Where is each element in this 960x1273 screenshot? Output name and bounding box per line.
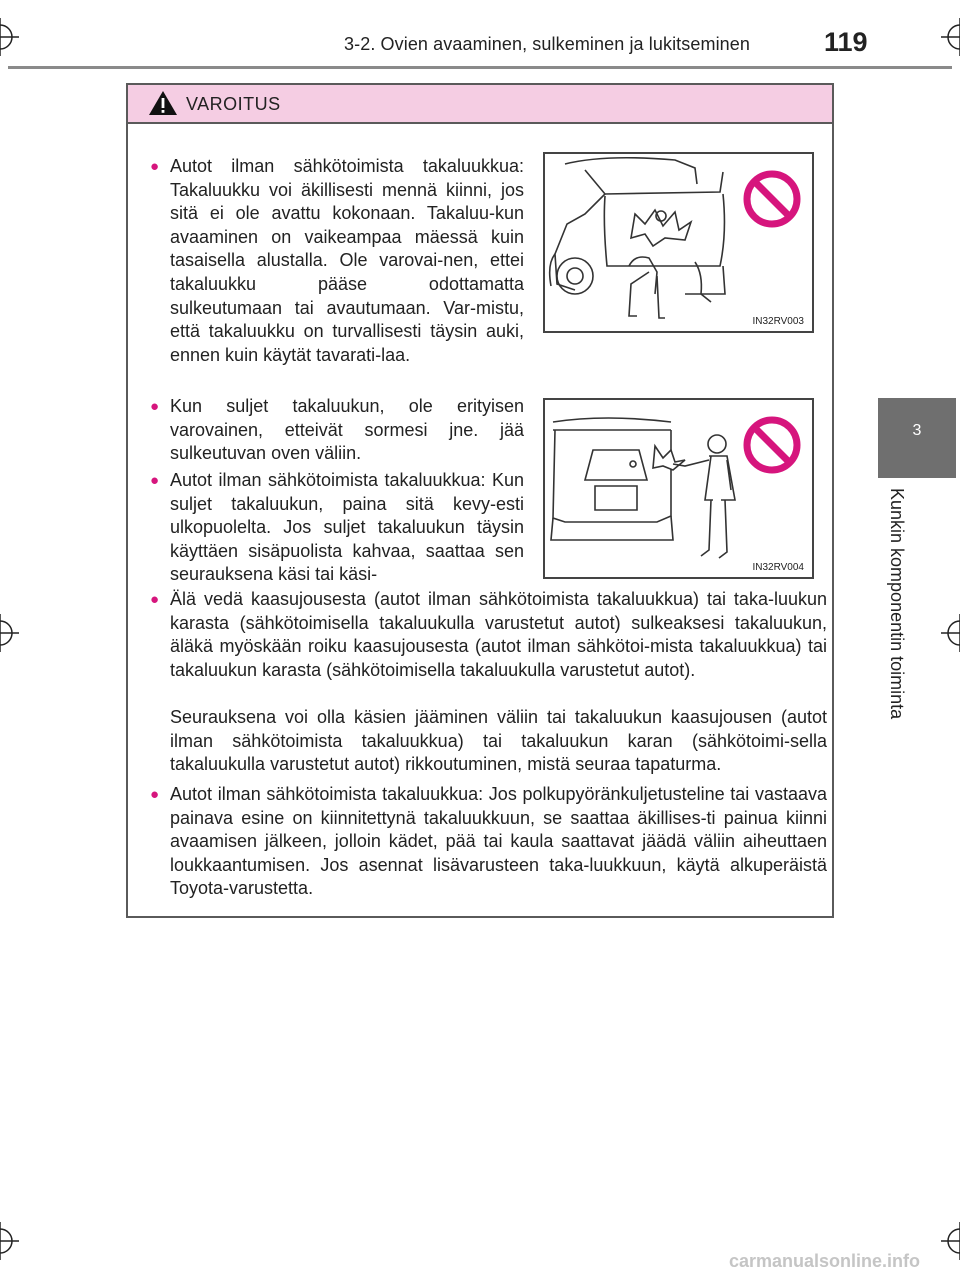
warning-paragraph-continuation	[170, 706, 827, 777]
paragraph-text: Seurauksena voi olla käsien jääminen väliin tai takaluukun kaasujousen (autot ilman sähkötoimista takaluukkua) tai takaluukun karan (sähkötoimi-sella takaluukulla varustetut autot) rikkoutuminen, mistä seuraa tapaturma.	[170, 707, 827, 775]
warning-title: VAROITUS	[186, 94, 281, 114]
footer-watermark: carmanualsonline.info	[729, 1251, 921, 1271]
warning-box	[126, 83, 834, 918]
bullet-icon: ●	[150, 786, 160, 803]
paragraph-text: Autot ilman sähkötoimista takaluukkua: Jos polkupyöränkuljetusteline tai vastaava painava esine on kiinnitettynä takaluukkuun, se saattaa äkillises-ti painua kiinni avaamisen jälkeen, jolloin kädet, pää tai kaula saattavat jäädä väliin aiheuttaen loukkaantumisen. Jos asennat lisävarusteen taka-luukkuun, käytä alkuperäistä Toyota-varustetta.	[170, 784, 827, 899]
crop-mark-mid-right	[941, 614, 960, 652]
bullet-icon: ●	[150, 472, 160, 489]
chapter-tab	[878, 398, 956, 478]
prohibition-icon	[741, 414, 803, 481]
header-divider	[8, 66, 952, 69]
section-title: 3-2. Ovien avaaminen, sulkeminen ja lukitseminen	[344, 34, 751, 54]
paragraph-text: Autot ilman sähkötoimista takaluukkua: Kun suljet takaluukun, paina sitä kevy-esti ulkopuolelta. Jos suljet takaluukun täysin käyttäen sisäpuolista kahvaa, saattaa sen seurauksena käsi tai käsi-	[170, 470, 524, 585]
crop-mark-top-left	[0, 18, 19, 56]
page-number: 119	[824, 27, 868, 57]
warning-triangle-icon	[148, 90, 178, 121]
bullet-icon: ●	[150, 158, 160, 175]
crop-mark-mid-left	[0, 614, 19, 652]
crop-mark-bottom-left	[0, 1222, 19, 1260]
chapter-title: Kunkin komponentin toiminta	[887, 488, 907, 720]
warning-paragraph	[150, 395, 524, 466]
chapter-number: 3	[912, 422, 922, 439]
warning-paragraph	[150, 588, 827, 682]
paragraph-text: Älä vedä kaasujousesta (autot ilman sähkötoimista takaluukkua) tai taka-luukun karasta (sähkötoimisella takaluukulla varustetut autot) sulkeaksesi takaluukun, äläkä myöskään roiku kaasujousesta (autot ilman sähkötoi-mista takaluukkua) tai takaluukun karasta (sähkötoimisella takaluukulla varustetut autot).	[170, 589, 827, 680]
bullet-icon: ●	[150, 591, 160, 608]
illustration-code: IN32RV004	[752, 562, 804, 573]
illustration-finger-pinch	[543, 398, 814, 579]
crop-mark-bottom-right	[941, 1222, 960, 1260]
prohibition-icon	[741, 168, 803, 235]
warning-paragraph	[150, 783, 827, 901]
illustration-tailgate-closing	[543, 152, 814, 333]
paragraph-text: Autot ilman sähkötoimista takaluukkua: Takaluukku voi äkillisesti mennä kiinni, jos sitä ei ole avattu kokonaan. Takaluu-kun avaaminen on vaikeampaa mäessä kuin tasaisella alustalla. Ole varovai-nen, ettei takaluukku pääse odottamatta sulkeutumaan tai avautumaan. Var-mistu, että takaluukku on turvallisesti täysin auki, ennen kuin käytät tavarati-laa.	[170, 156, 524, 365]
illustration-code: IN32RV003	[752, 316, 804, 327]
warning-paragraph	[150, 155, 524, 367]
warning-header	[128, 85, 832, 124]
paragraph-text: Kun suljet takaluukun, ole erityisen varovainen, etteivät sormesi jne. jää sulkeutuvan oven väliin.	[170, 396, 524, 464]
warning-paragraph	[150, 469, 524, 587]
crop-mark-top-right	[941, 18, 960, 56]
bullet-icon: ●	[150, 398, 160, 415]
